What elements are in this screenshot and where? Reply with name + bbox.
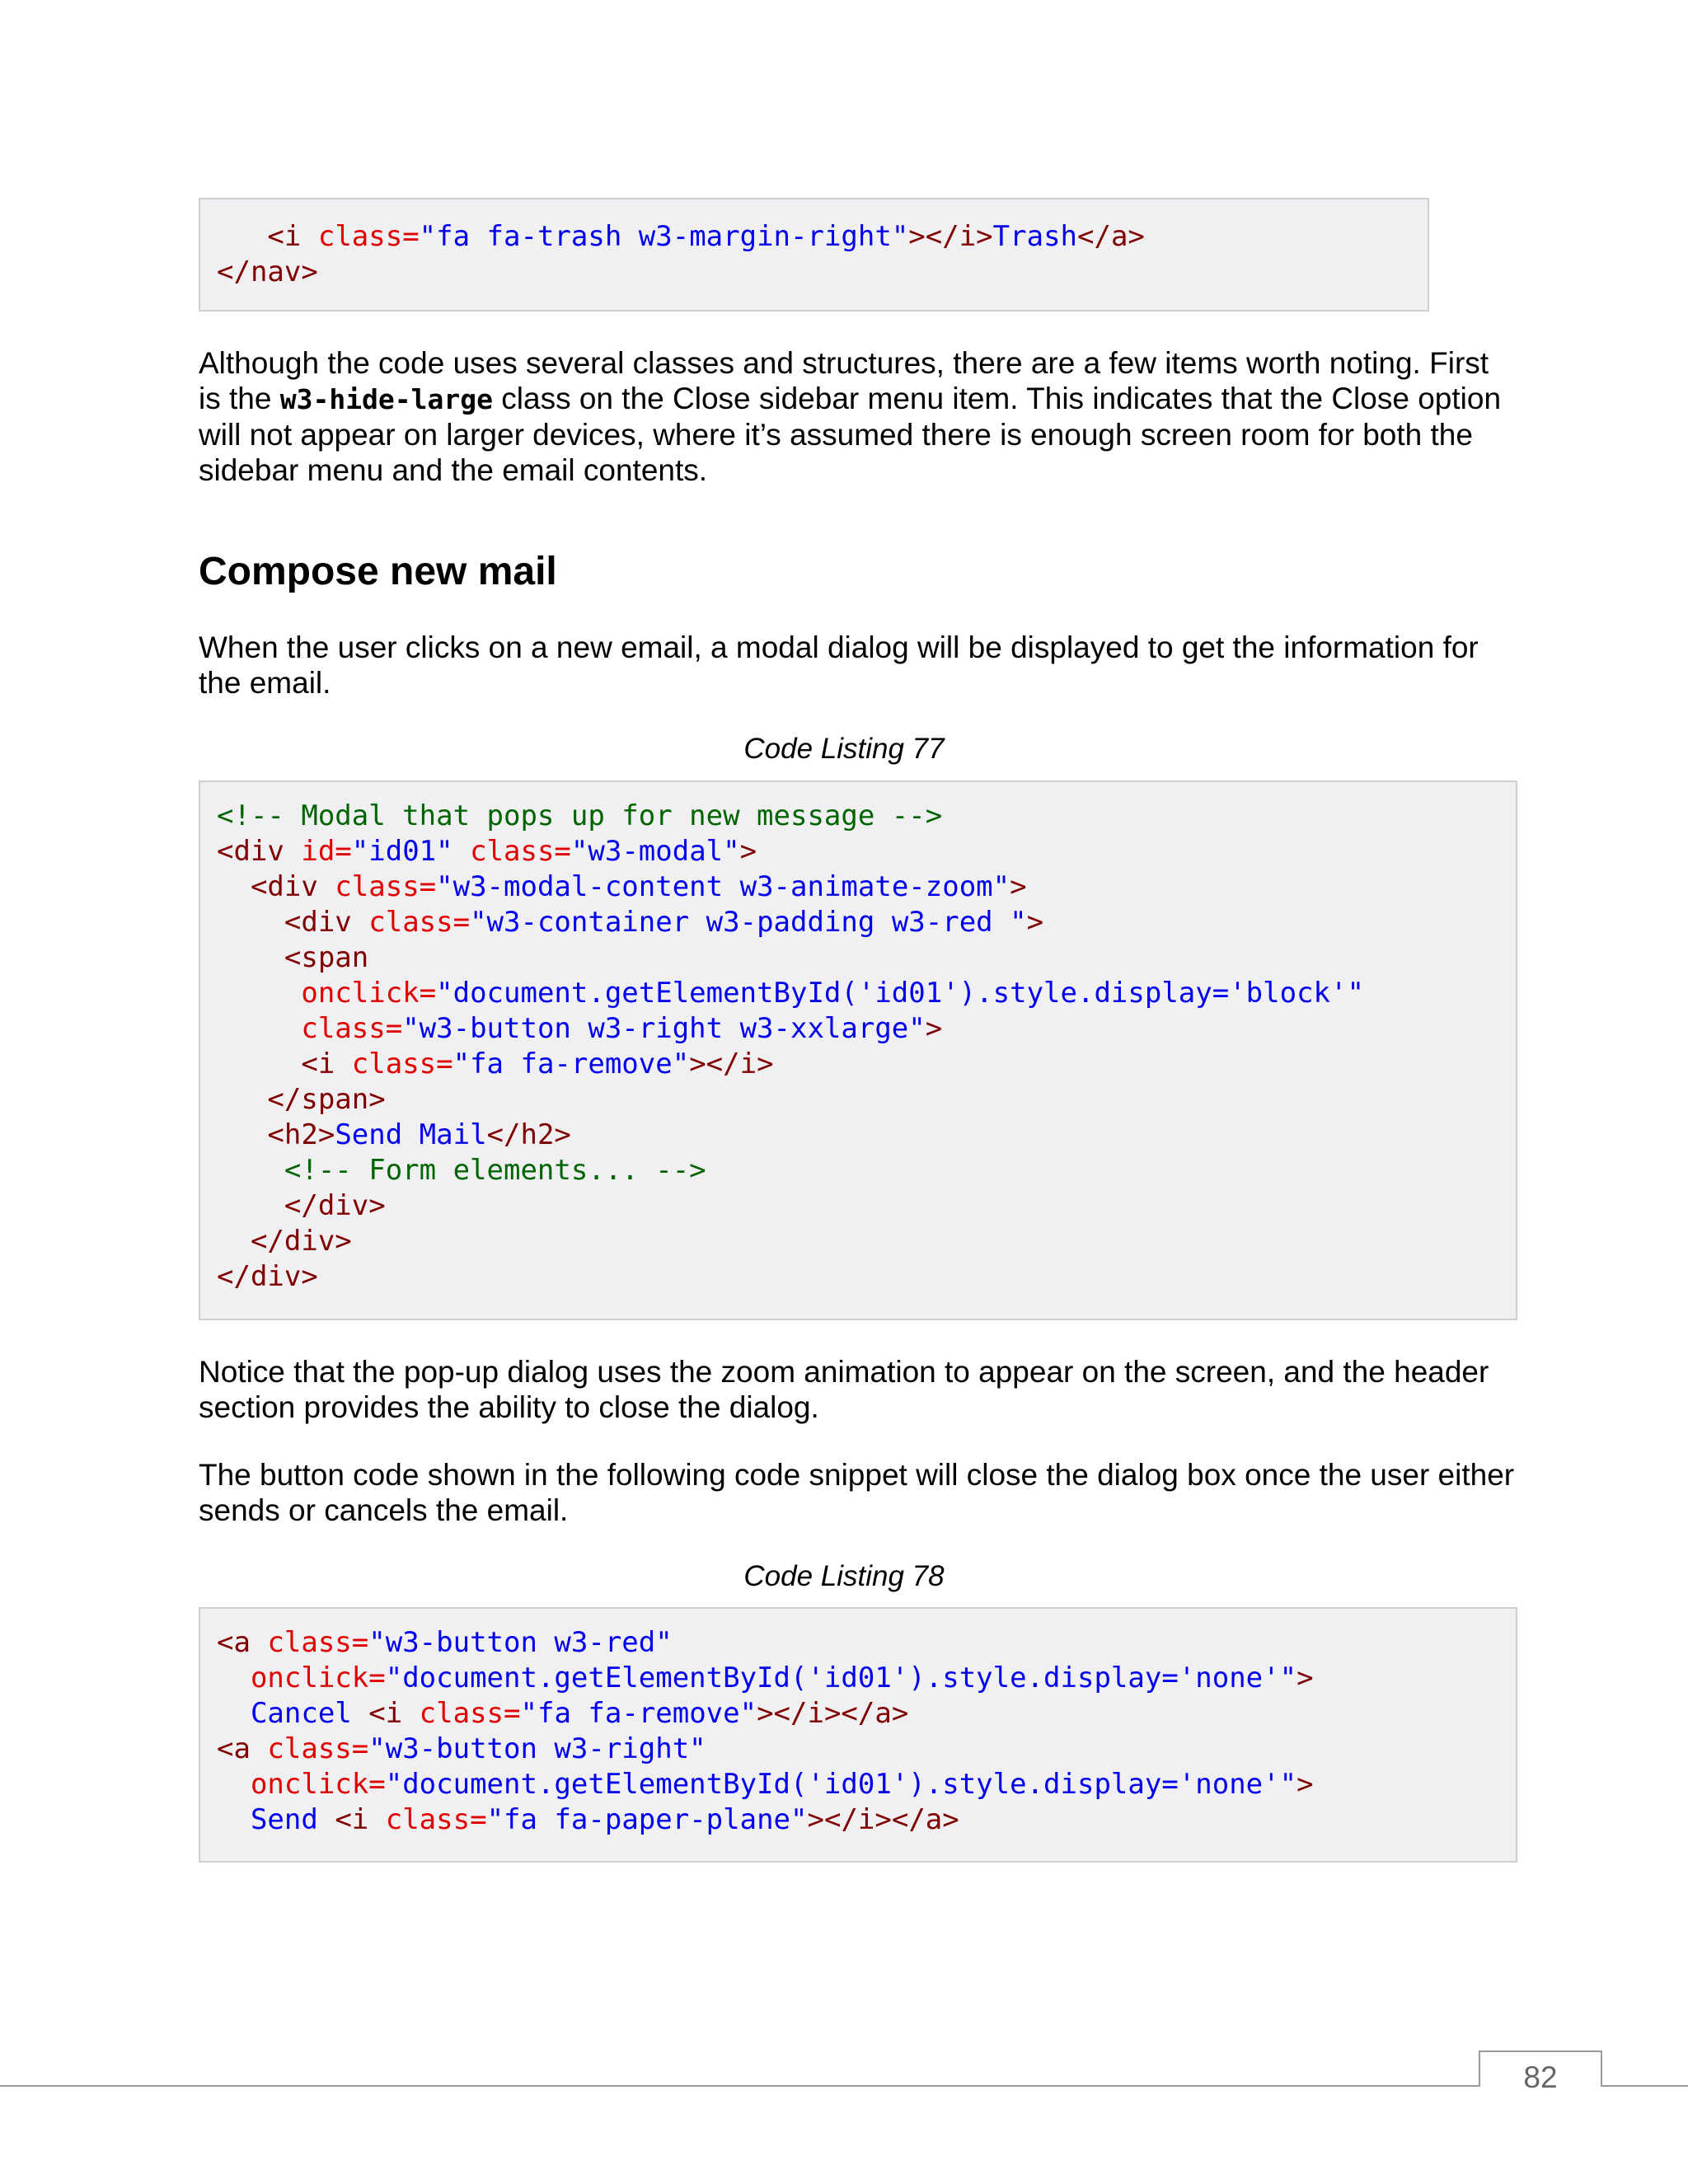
code-token [217,1047,301,1080]
code-line [217,1118,1499,1153]
code-token: "id01" [351,835,453,868]
code-token: class= [402,1697,521,1730]
code-token: class= [250,1732,369,1765]
code-token: <i [335,1803,369,1836]
code-token: class= [452,835,571,868]
code-line [217,1767,1499,1802]
code-token: <i [368,1697,403,1730]
code-token: ></i></a> [757,1697,909,1730]
code-token: "w3-button w3-right w3-xxlarge" [402,1012,926,1045]
code-listing-77 [199,780,1517,1320]
code-token [217,1012,301,1045]
code-line [217,219,1411,255]
code-token: </h2> [486,1118,571,1151]
code-token: > [1026,906,1044,939]
code-token: class= [301,1012,403,1045]
code-token: > [1010,870,1027,903]
code-token: > [1296,1768,1314,1801]
code-line [217,255,1411,290]
code-token: <!-- Form elements... --> [284,1154,706,1187]
code-token [217,1661,251,1694]
code-line [217,834,1499,869]
code-block-top [199,198,1429,312]
code-token: <a [217,1626,251,1659]
code-line [217,940,1499,976]
page-number: 82 [1523,2060,1558,2094]
code-token: "document.getElementById('id01').style.display='none'" [385,1768,1297,1801]
code-token: </span> [267,1083,386,1116]
code-token: > [925,1012,943,1045]
code-line [217,799,1499,834]
code-token: "w3-modal" [570,835,740,868]
code-token: class= [301,220,420,253]
code-line [217,1224,1499,1259]
code-line [217,1011,1499,1047]
code-token: Send Mail [335,1118,487,1151]
code-token: Trash [992,220,1078,253]
paragraph-zoom-note: Notice that the pop-up dialog uses the zoom animation to appear on the screen, and the header section provides the ability to close the dialog. [199,1355,1489,1424]
paragraph-button-note: The button code shown in the following code snippet will close the dialog box once the user either sends or cancels the email. [199,1458,1515,1527]
code-token: "w3-button w3-red" [368,1626,673,1659]
code-line [217,1696,1499,1732]
code-token: "document.getElementById('id01').style.display='none'" [385,1661,1297,1694]
code-token [217,1154,284,1187]
code-token [217,1225,251,1258]
code-token: </nav> [217,255,318,288]
code-token: ></i></a> [807,1803,959,1836]
code-token: onclick= [250,1661,386,1694]
paragraph-text: Although the code uses several classes and structures, there are a few items worth noting. First is the [199,346,1489,415]
code-token: Send [250,1803,335,1836]
code-token: <h2> [267,1118,335,1151]
code-token: <div [284,906,352,939]
code-token: ></i> [689,1047,774,1080]
code-token [217,870,251,903]
inline-code: w3-hide-large [279,383,493,415]
code-line [217,976,1499,1011]
code-token [217,220,267,253]
code-line [217,1188,1499,1224]
code-token [217,1189,284,1222]
code-token [217,941,284,974]
code-token: "fa fa-remove" [452,1047,690,1080]
code-line [217,1802,1499,1838]
code-token: "fa fa-paper-plane" [486,1803,808,1836]
code-line [217,1625,1499,1661]
code-token [217,1803,251,1836]
code-token: <!-- Modal that pops up for new message --> [217,799,943,832]
code-token: onclick= [301,977,437,1010]
code-token: <a [217,1732,251,1765]
code-token: class= [250,1626,369,1659]
code-token: </div> [217,1260,318,1293]
paragraph-hide-large-note [199,345,1517,488]
code-line [217,1661,1499,1696]
code-token: "w3-container w3-padding w3-red " [470,906,1027,939]
code-token [217,1768,251,1801]
code-line [217,1732,1499,1767]
code-token: > [739,835,757,868]
code-token: "fa fa-remove" [520,1697,757,1730]
paragraph-intro: When the user clicks on a new email, a modal dialog will be displayed to get the information for the email. [199,630,1479,700]
code-token [217,1083,267,1116]
code-listing-caption: Code Listing 77 [743,733,945,765]
code-line [217,1082,1499,1118]
code-line [217,905,1499,940]
code-listing-78 [199,1607,1517,1863]
code-token [217,1118,267,1151]
code-line [217,1259,1499,1295]
code-token: class= [335,1047,453,1080]
code-token: </a> [1077,220,1145,253]
code-token [217,977,301,1010]
code-token: "w3-modal-content w3-animate-zoom" [436,870,1010,903]
code-token: <div [217,835,284,868]
code-token: </div> [250,1225,352,1258]
code-token: </div> [284,1189,386,1222]
code-token: class= [351,906,471,939]
code-token: "w3-button w3-right" [368,1732,706,1765]
code-line [217,1153,1499,1188]
code-token: class= [368,1803,487,1836]
code-token: > [1296,1661,1314,1694]
code-token: <div [250,870,318,903]
code-token: Cancel [250,1697,369,1730]
code-token: class= [317,870,437,903]
code-token: "fa fa-trash w3-margin-right" [419,220,909,253]
section-heading: Compose new mail [199,550,557,593]
code-token [217,906,284,939]
code-token: <i [267,220,302,253]
code-token: onclick= [250,1768,386,1801]
code-token: <i [301,1047,335,1080]
code-listing-caption: Code Listing 78 [743,1560,945,1592]
code-line [217,869,1499,905]
code-token: "document.getElementById('id01').style.display='block'" [436,977,1364,1010]
code-token [217,1697,251,1730]
code-line [217,1047,1499,1082]
code-token: id= [284,835,352,868]
code-token: <span [284,941,369,974]
paragraph-text: class on the Close sidebar menu item. This indicates that the Close option will not appear on larger devices, where it’s assumed there is enough screen room for both the sidebar menu and the email contents. [199,382,1502,487]
footer-rule [0,2085,1688,2087]
code-token: ></i> [908,220,993,253]
